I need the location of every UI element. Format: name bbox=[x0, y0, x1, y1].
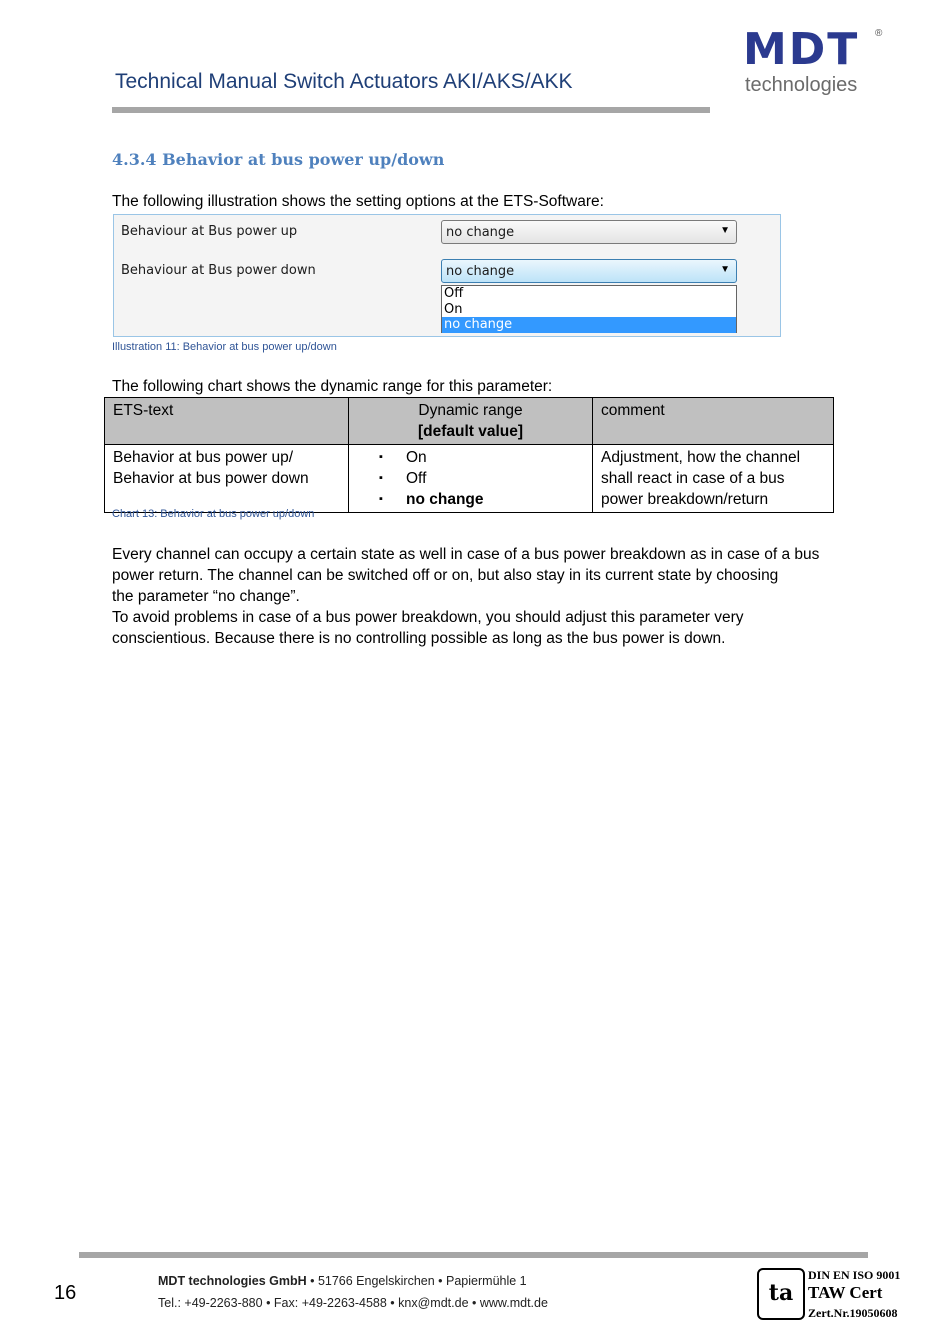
footer-contact: Tel.: +49-2263-880 • Fax: +49-2263-4588 • knx@mdt.de • www.mdt.de bbox=[158, 1296, 548, 1310]
taw-cert-logo: ta bbox=[757, 1268, 805, 1320]
dropdown-option-no-change[interactable]: no change bbox=[442, 317, 736, 333]
header-default-value: [default value] bbox=[417, 423, 524, 440]
header-ets-text: ETS-text bbox=[105, 398, 349, 445]
option-on: On bbox=[406, 449, 427, 466]
option-item bbox=[349, 447, 584, 468]
body-line: Every channel can occupy a certain state as well in case of a bus power breakdown as in case of a bus bbox=[112, 546, 820, 563]
footer-company: MDT technologies GmbH bbox=[158, 1274, 307, 1288]
dropdown-option-off[interactable]: Off bbox=[444, 286, 464, 301]
parameter-table bbox=[104, 397, 834, 513]
comment-line: Adjustment, how the channel bbox=[601, 449, 801, 466]
power-up-select-value: no change bbox=[446, 225, 515, 240]
option-off: Off bbox=[406, 470, 427, 487]
chart-caption: Chart 13: Behavior at bus power up/down bbox=[112, 508, 315, 520]
header-dynamic-range-line1: Dynamic range bbox=[418, 402, 523, 419]
body-line: conscientious. Because there is no controlling possible as long as the bus power is down. bbox=[112, 630, 726, 647]
cell-dynamic-range bbox=[349, 445, 593, 513]
illustration-intro: The following illustration shows the setting options at the ETS-Software: bbox=[112, 193, 604, 210]
logo-registered-mark: ® bbox=[875, 28, 883, 39]
option-item bbox=[349, 489, 584, 510]
bullet-icon: ▪ bbox=[379, 472, 383, 484]
header-rule bbox=[112, 107, 710, 113]
header-dynamic-range bbox=[349, 398, 593, 445]
ets-text-line: Behavior at bus power up/ bbox=[113, 449, 294, 466]
footer-rule bbox=[79, 1252, 868, 1258]
body-line: To avoid problems in case of a bus power breakdown, you should adjust this parameter very bbox=[112, 609, 744, 626]
power-down-select[interactable] bbox=[441, 259, 737, 283]
dropdown-arrow-icon: ▼ bbox=[720, 264, 730, 275]
dropdown-arrow-icon: ▼ bbox=[720, 225, 730, 236]
bullet-icon: ▪ bbox=[379, 493, 383, 505]
option-no-change-default: no change bbox=[406, 491, 484, 508]
comment-line: shall react in case of a bus bbox=[601, 470, 785, 487]
power-down-dropdown-list bbox=[441, 285, 737, 333]
cell-comment bbox=[593, 445, 834, 513]
power-up-select[interactable] bbox=[441, 220, 737, 244]
power-up-label: Behaviour at Bus power up bbox=[121, 224, 298, 239]
footer-address: • 51766 Engelskirchen • Papiermühle 1 bbox=[306, 1274, 527, 1288]
power-down-select-value: no change bbox=[446, 264, 515, 279]
power-down-label: Behaviour at Bus power down bbox=[121, 263, 316, 278]
logo-main-text: MDT bbox=[743, 24, 860, 75]
chart-intro: The following chart shows the dynamic range for this parameter: bbox=[112, 378, 553, 395]
cell-ets-text bbox=[105, 445, 349, 513]
bullet-icon: ▪ bbox=[379, 451, 383, 463]
table-row bbox=[105, 445, 834, 513]
comment-line: power breakdown/return bbox=[601, 491, 769, 508]
cert-name: TAW Cert bbox=[808, 1283, 883, 1302]
mdt-logo bbox=[743, 24, 888, 98]
option-item bbox=[349, 468, 584, 489]
illustration-caption: Illustration 11: Behavior at bus power up/down bbox=[112, 341, 337, 353]
section-heading: 4.3.4 Behavior at bus power up/down bbox=[112, 150, 445, 169]
body-line: the parameter “no change”. bbox=[112, 588, 300, 605]
body-line: power return. The channel can be switched off or on, but also stay in its current state by choosing bbox=[112, 567, 779, 584]
footer-address-line bbox=[158, 1274, 527, 1288]
body-paragraph bbox=[112, 544, 819, 649]
ets-text-line: Behavior at bus power down bbox=[113, 470, 309, 487]
cert-standard: DIN EN ISO 9001 bbox=[808, 1268, 901, 1282]
table-header-row bbox=[105, 398, 834, 445]
dropdown-option-on[interactable]: On bbox=[444, 302, 463, 317]
ets-settings-dialog bbox=[113, 214, 781, 337]
cert-number: Zert.Nr.19050608 bbox=[808, 1306, 898, 1320]
logo-sub-text: technologies bbox=[745, 74, 858, 96]
document-title: Technical Manual Switch Actuators AKI/AKS/AKK bbox=[115, 70, 573, 93]
header-comment: comment bbox=[593, 398, 834, 445]
page-number: 16 bbox=[54, 1282, 77, 1304]
